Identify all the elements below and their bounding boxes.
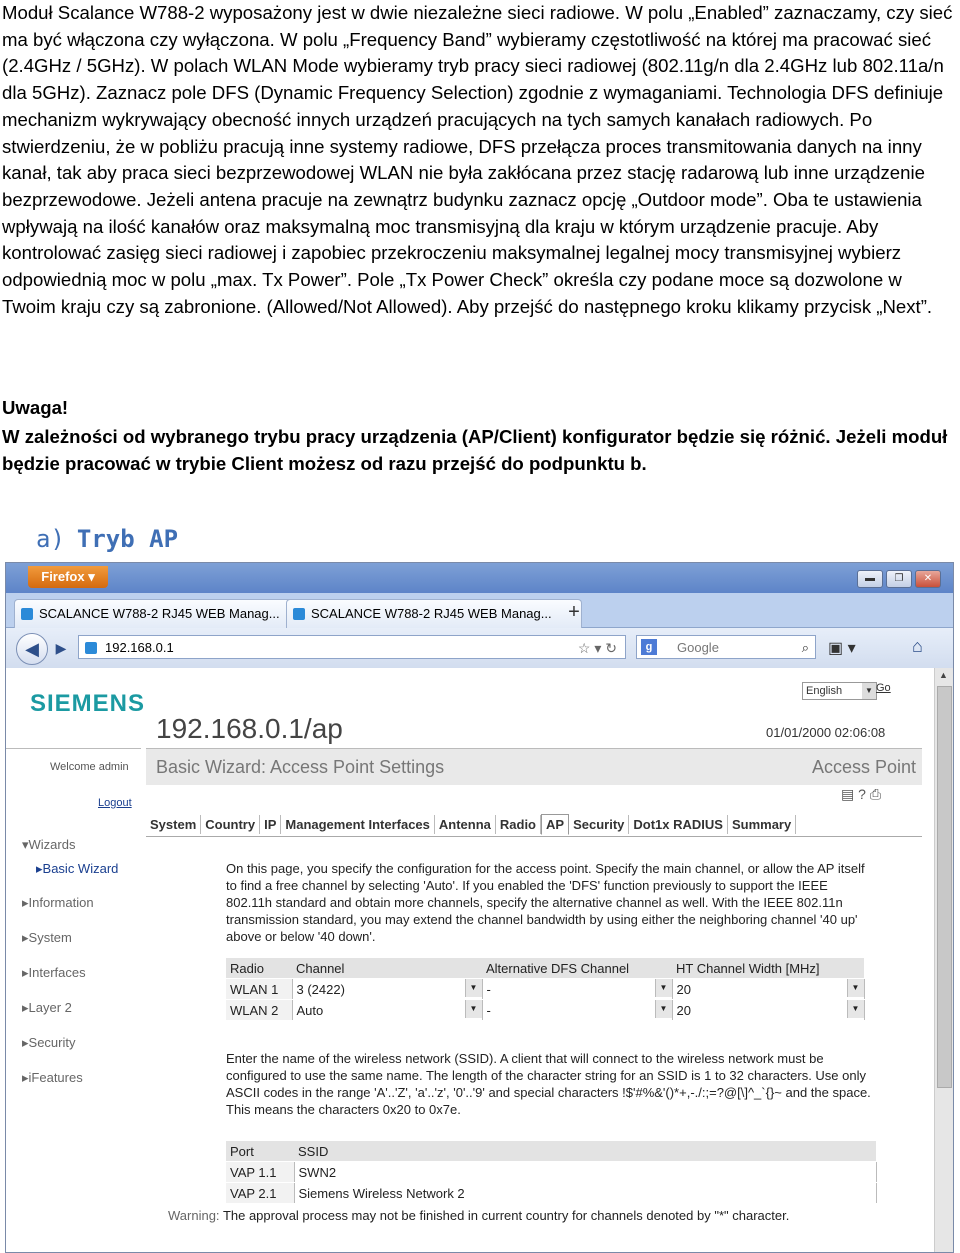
- system-datetime: 01/01/2000 02:06:08: [766, 725, 886, 740]
- print-icon[interactable]: ⎙: [869, 786, 882, 802]
- search-placeholder: Google: [677, 640, 719, 655]
- url-text: 192.168.0.1: [105, 640, 174, 655]
- logout-link[interactable]: Logout: [98, 797, 132, 809]
- intro-paragraph: Moduł Scalance W788-2 wyposażony jest w dwie niezależne sieci radiowe. W polu „Enabled” zaznaczamy, czy sieć ma być włączona czy wyłączona. W polu „Frequency Band” wybieramy częstotliwość na której ma pracować sieć (2.4GHz / 5GHz). W polach WLAN Mode wybieramy tryb pracy sieci radiowej (802.11g/n dla 2.4GHz lub 802.11a/n dla 5GHz). Zaznacz pole DFS (Dynamic Frequency Selection) zgodnie z wymaganiami. Technologia DFS definiuje mechanizm wykrywający obecność innych urządzeń pracujących na tych samych kanałach radiowych. Po stwierdzeniu, że w pobliżu pracują inne systemy radiowe, DFS przełącza proces transmitowania danych na inny kanał, tak aby praca sieci bezprzewodowej WLAN nie była zakłócana przez stację radarową lub inne urządzenie bezprzewodowe. Jeżeli antena pracuje na zewnątrz budynku zaznacz opcję „Outdoor mode”. Oba te ustawienia wpływają na ilość kanałów oraz maksymalną moc transmisyjną dla kraju w którym urządzenie pracuje. Aby kontrolować zasięg sieci radiowej i zapobiec przekroczeniu maksymalnej legalnej mocy transmisyjnej wybierz odpowiednią moc w polu „max. Tx Power”. Pole „Tx Power Check” określa czy podane moce są dozwolone w Twoim kraju czy są zabronione. (Allowed/Not Allowed). Aby przejść do następnego kroku klikamy przycisk „Next”.: [2, 2, 953, 317]
- back-arrow-icon[interactable]: ◀: [16, 633, 48, 665]
- sidebar: [6, 748, 141, 1252]
- radio-cell: WLAN 1: [226, 979, 292, 1000]
- device-address-title: 192.168.0.1/ap: [156, 713, 343, 744]
- warning-text: W zależności od wybranego trybu pracy urządzenia (AP/Client) konfigurator będzie się różnić. Jeżeli moduł będzie pracować w trybie Client możesz od razu przejść do podpunktu b.: [2, 426, 948, 474]
- radio-cell: WLAN 2: [226, 1000, 292, 1021]
- browser-tab-1[interactable]: [14, 599, 310, 628]
- siemens-logo: SIEMENS: [30, 690, 146, 717]
- section-label: a): [36, 525, 65, 553]
- vertical-scrollbar[interactable]: [934, 668, 953, 1252]
- sidebar-item-ifeatures[interactable]: ▸iFeatures: [22, 1070, 83, 1085]
- table-row: [226, 979, 864, 1000]
- chevron-down-icon: ▼: [847, 979, 864, 997]
- port-cell: VAP 1.1: [226, 1162, 294, 1183]
- tab-radio[interactable]: Radio: [496, 815, 541, 834]
- dfs-channel-select[interactable]: [482, 1000, 672, 1021]
- minimize-icon[interactable]: ▬: [857, 570, 883, 588]
- chevron-down-icon: ▼: [655, 979, 672, 997]
- channel-select[interactable]: [292, 979, 482, 1000]
- sidebar-item-information[interactable]: ▸Information: [22, 895, 94, 910]
- search-input[interactable]: [636, 635, 816, 659]
- chevron-down-icon: ▼: [465, 1000, 482, 1018]
- page-content: [6, 668, 934, 1252]
- chevron-down-icon: ▼: [655, 1000, 672, 1018]
- column-header: Radio: [226, 958, 292, 979]
- chevron-down-icon: ▼: [465, 979, 482, 997]
- sidebar-item-wizards[interactable]: ▾Wizards: [22, 837, 76, 852]
- sidebar-item-interfaces[interactable]: ▸Interfaces: [22, 965, 86, 980]
- ssid-input[interactable]: SWN2: [294, 1162, 876, 1183]
- title-bar: [6, 563, 953, 593]
- channel-width-value: 20: [676, 981, 691, 997]
- port-cell: VAP 2.1: [226, 1183, 294, 1204]
- tab-management-interfaces[interactable]: Management Interfaces: [281, 815, 435, 834]
- firefox-menu-label: Firefox: [41, 569, 85, 584]
- firefox-menu-button[interactable]: Firefox ▾: [28, 566, 108, 588]
- dfs-channel-value: -: [486, 981, 491, 997]
- warning-title: Uwaga!: [2, 397, 69, 418]
- channel-select[interactable]: [292, 1000, 482, 1021]
- welcome-text: Welcome admin: [50, 761, 129, 773]
- section-title: Tryb AP: [76, 525, 179, 553]
- close-icon[interactable]: ✕: [915, 570, 941, 588]
- table-row: [226, 1162, 876, 1183]
- tool-icons: [841, 786, 881, 803]
- sidebar-item-layer-2[interactable]: ▸Layer 2: [22, 1000, 72, 1015]
- channel-width-value: 20: [676, 1002, 691, 1018]
- table-row: [226, 1183, 876, 1204]
- warning-label: Warning:: [168, 1208, 220, 1223]
- tab-ap[interactable]: AP: [541, 814, 569, 835]
- ssid-table: [226, 1141, 877, 1204]
- sidebar-item-security[interactable]: ▸Security: [22, 1035, 76, 1050]
- warning-message: The approval process may not be finished in current country for channels denoted by "*" character.: [222, 1208, 790, 1223]
- forward-arrow-icon[interactable]: ▶: [55, 640, 67, 656]
- help-icon[interactable]: ?: [858, 786, 866, 802]
- channel-value: 3 (2422): [296, 981, 345, 997]
- tab-summary[interactable]: Summary: [728, 815, 796, 834]
- scroll-up-icon[interactable]: ▲: [939, 670, 948, 680]
- table-row: [226, 1000, 864, 1021]
- column-header: HT Channel Width [MHz]: [672, 958, 864, 979]
- column-header: Alternative DFS Channel: [482, 958, 672, 979]
- channel-value: Auto: [296, 1002, 324, 1018]
- window-controls: [857, 570, 941, 588]
- browser-tab-2[interactable]: [286, 599, 582, 628]
- wizard-tabs: [146, 814, 922, 837]
- approval-warning: [168, 1208, 789, 1223]
- site-favicon-icon: [85, 642, 97, 654]
- save-icon[interactable]: ▤: [841, 786, 855, 802]
- chevron-down-icon: ▼: [862, 683, 876, 699]
- search-icon[interactable]: ⌕: [801, 640, 809, 655]
- tab-bar: [6, 593, 953, 628]
- tab-system[interactable]: System: [146, 815, 201, 834]
- new-tab-button[interactable]: +: [568, 601, 580, 623]
- sidebar-item-basic-wizard[interactable]: ▸Basic Wizard: [36, 861, 119, 876]
- browser-window: [5, 562, 954, 1253]
- browser-tab-label: SCALANCE W788-2 RJ45 WEB Manag...: [311, 606, 552, 621]
- tab-security[interactable]: Security: [569, 815, 629, 834]
- address-bar[interactable]: [78, 635, 626, 659]
- google-icon: g: [641, 639, 657, 655]
- addons-icon[interactable]: ▣ ▾: [828, 640, 856, 657]
- column-header: SSID: [294, 1141, 876, 1162]
- dfs-channel-value: -: [486, 1002, 491, 1018]
- page-header: [6, 713, 934, 749]
- bookmark-star-icon[interactable]: ☆ ▾ ↻: [577, 640, 617, 656]
- tab-favicon-icon: [21, 608, 33, 620]
- section-heading: [36, 525, 178, 553]
- chevron-down-icon: ▼: [847, 1000, 864, 1018]
- table-header-row: [226, 1141, 876, 1162]
- table-header-row: [226, 958, 864, 979]
- tab-antenna[interactable]: Antenna: [435, 815, 496, 834]
- ap-info-text: On this page, you specify the configuration for the access point. Specify the main channel, or allow the AP itself to find a free channel by selecting 'Auto'. If you enabled the 'DFS' function previously to support the IEEE 802.11h standard and obtain more channels, specify the alternative channel as well. With the IEEE 802.11n transmission standard, you may extend the channel bandwidth by using either the neighboring channel '40 up' above or below '40 down'.: [226, 861, 865, 944]
- channel-table: [226, 958, 865, 1021]
- sidebar-item-system[interactable]: ▸System: [22, 930, 72, 945]
- home-icon[interactable]: ⌂: [912, 636, 923, 656]
- column-header: Port: [226, 1141, 294, 1162]
- language-select[interactable]: [802, 682, 877, 700]
- tab-ip[interactable]: IP: [260, 815, 281, 834]
- column-header: Channel: [292, 958, 482, 979]
- ssid-info-text: Enter the name of the wireless network (SSID). A client that will connect to the wireless network must be configured to use the same name. The length of the character string for an SSID is 1 to 32 characters. Use only ASCII codes in the range 'A'..'Z', 'a'..'z', '0'..'9' and special characters !$'#%&'()*+,-./:;=?@[\]^_`{}~ and the space. This means the characters 0x20 to 0x7e.: [226, 1051, 871, 1117]
- tab-dot1x-radius[interactable]: Dot1x RADIUS: [629, 815, 728, 834]
- ssid-input[interactable]: Siemens Wireless Network 2: [294, 1183, 876, 1204]
- channel-width-select[interactable]: [672, 1000, 864, 1021]
- mode-title: Access Point: [811, 757, 916, 777]
- maximize-icon[interactable]: ❐: [886, 570, 912, 588]
- tab-country[interactable]: Country: [201, 815, 260, 834]
- main-header: [146, 748, 922, 785]
- page-title: Basic Wizard: Access Point Settings: [156, 757, 445, 777]
- tab-favicon-icon: [293, 608, 305, 620]
- scrollbar-thumb[interactable]: [937, 686, 952, 1088]
- go-link[interactable]: Go: [876, 682, 891, 694]
- navigation-bar: [6, 628, 953, 669]
- browser-tab-label: SCALANCE W788-2 RJ45 WEB Manag...: [39, 606, 280, 621]
- dfs-channel-select[interactable]: [482, 979, 672, 1000]
- language-value: English: [806, 685, 843, 697]
- channel-width-select[interactable]: [672, 979, 864, 1000]
